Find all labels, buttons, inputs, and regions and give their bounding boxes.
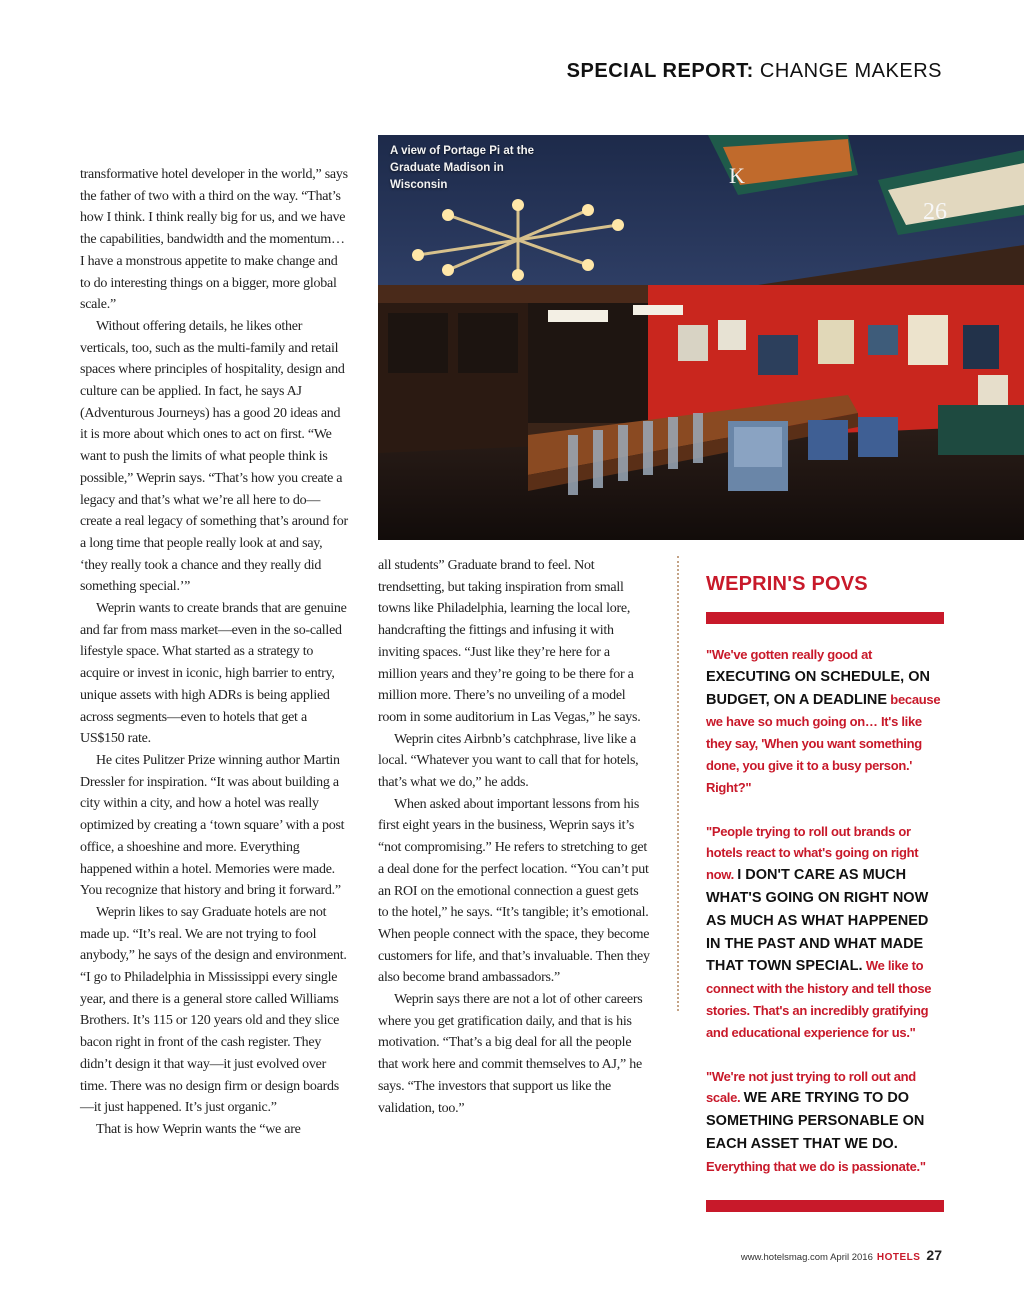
footer-date: April 2016 <box>830 1252 873 1263</box>
header-rest: CHANGE MAKERS <box>753 60 942 82</box>
footer-url: www.hotelsmag.com <box>740 1252 828 1263</box>
photo-caption: A view of Portage Pi at the Graduate Madison in Wisconsin <box>390 145 534 191</box>
paragraph: Weprin cites Airbnb’s catchphrase, live like a local. “Whatever you want to call that for hotels, that’s what we do,” he adds. <box>378 731 639 791</box>
page-footer <box>741 1247 942 1263</box>
paragraph: Weprin wants to create brands that are genuine and far from mass market—even in the so-called lifestyle space. What started as a strategy to acquire or invest in iconic, high barrier to entry, unique assets with high ADRs is being applied across segments—even to hotels that get a US$150 rate. <box>80 601 347 747</box>
paragraph: He cites Pulitzer Prize winning author Martin Dressler for inspiration. “It was about building a city within a city, and how a hotel was really optimized by creating a ‘town square’ with a post office, a shoeshine and more. Everything happened within a hotel. Memories were made. You recognize that history and bring it forward.” <box>80 752 345 899</box>
sidebar-bottom-bar <box>706 1200 944 1212</box>
paragraph: Without offering details, he likes other verticals, too, such as the multi-family and retail spaces where principles of hospitality, design and culture can be applied. In fact, he says AJ (Adventurous Journeys) has a good 20 ideas and it is more about which ones to act on first. “We want to push the limits of what people think is possible,” Weprin says. “That’s how you create a legacy and that’s what we’re all here to do—create a real legacy of something that’s around for a long time that people really look at and say, ‘they really took a chance and they really did something special.’” <box>80 318 348 595</box>
sidebar-title: WEPRIN'S POVS <box>706 573 868 595</box>
section-header <box>567 60 942 83</box>
pov-quote-2 <box>706 821 944 1044</box>
article-column-1 <box>80 164 350 1141</box>
quote-emphasis: I DON'T CARE AS MUCH WHAT'S GOING ON RIGHT NOW AS MUCH AS WHAT HAPPENED IN THE PAST AND WHAT MADE THAT TOWN SPECIAL. <box>706 867 929 975</box>
quote-text: "We've gotten really good at <box>706 647 873 662</box>
pov-quote-1 <box>706 644 944 799</box>
pov-quote-3 <box>706 1066 944 1178</box>
paragraph: Weprin likes to say Graduate hotels are not made up. “It’s real. We are not trying to fool anybody,” he says of the design and environment. “I go to Philadelphia in Mississippi every single year, and there is a general store called Williams Brothers. It’s 115 or 120 years old and they slice bacon right in front of the cash register. They didn’t design it that way—it just evolved over time. There was no design firm or design boards—it just happened. It’s just organic.” <box>80 904 347 1116</box>
canoe-label-2: 26 <box>923 199 947 225</box>
quote-text: We like to connect with the history and tell those stories. That's an incredibly gratifying and educational experience for us." <box>706 958 932 1040</box>
article-column-2 <box>378 555 650 1119</box>
footer-brand: HOTELS <box>876 1252 921 1263</box>
sidebar-povs <box>706 566 944 1212</box>
quote-emphasis: EXECUTING ON SCHEDULE, ON BUDGET, ON A DEADLINE <box>706 668 930 708</box>
paragraph: transformative hotel developer in the world,” says the father of two with a third on the way. “That’s how I think. I think really big for us, and we have the capabilities, bandwidth and the momentum… I have a monstrous appetite to make change and to do interesting things on a bigger, more global scale.” <box>80 167 348 313</box>
header-bold: SPECIAL REPORT: <box>566 60 754 82</box>
paragraph: That is how Weprin wants the “we are <box>96 1121 301 1137</box>
column-divider <box>677 556 679 1011</box>
canoe-label-1: K <box>729 163 745 188</box>
paragraph: Weprin says there are not a lot of other careers where you get gratification daily, and that is his motivation. “That’s a big deal for all the people that work here and commit themselves to AJ,” he says. “The investors that support us like the validation, too.” <box>378 992 643 1116</box>
sidebar-top-bar <box>706 612 944 624</box>
quote-text: "We're not just trying to roll out and scale. <box>706 1068 916 1106</box>
restaurant-illustration <box>378 135 1024 540</box>
quote-text: because we have so much going on… It's like they say, 'When you want something done, you give it to a busy person.' Right?" <box>706 691 941 795</box>
page-number: 27 <box>926 1247 942 1263</box>
paragraph: When asked about important lessons from his first eight years in the business, Weprin says it’s “not compromising.” He refers to stretching to get a deal done for the perfect location. “You can’t put an ROI on the emotional connection a guest gets to the hotel,” he says. “It’s tangible; it’s emotional. When people connect with the space, they become customers for life, and that’s invaluable. Then they also become brand ambassadors.” <box>378 796 650 986</box>
quote-text: Everything that we do is passionate." <box>706 1158 926 1174</box>
hotel-photo <box>378 135 1024 540</box>
quote-emphasis: WE ARE TRYING TO DO SOMETHING PERSONABLE ON EACH ASSET THAT WE DO. <box>706 1090 925 1152</box>
quote-text: "People trying to roll out brands or hotels react to what's going on right now. <box>706 823 919 883</box>
paragraph: all students” Graduate brand to feel. Not trendsetting, but taking inspiration from small towns like Philadelphia, learning the local lore, handcrafting the fittings and infusing it with inviting spaces. “Just like they’re here for a million years and they’re going to be there for a million more. There’s no unveiling of a model room in some auditorium in Las Vegas,” he says. <box>378 558 641 725</box>
